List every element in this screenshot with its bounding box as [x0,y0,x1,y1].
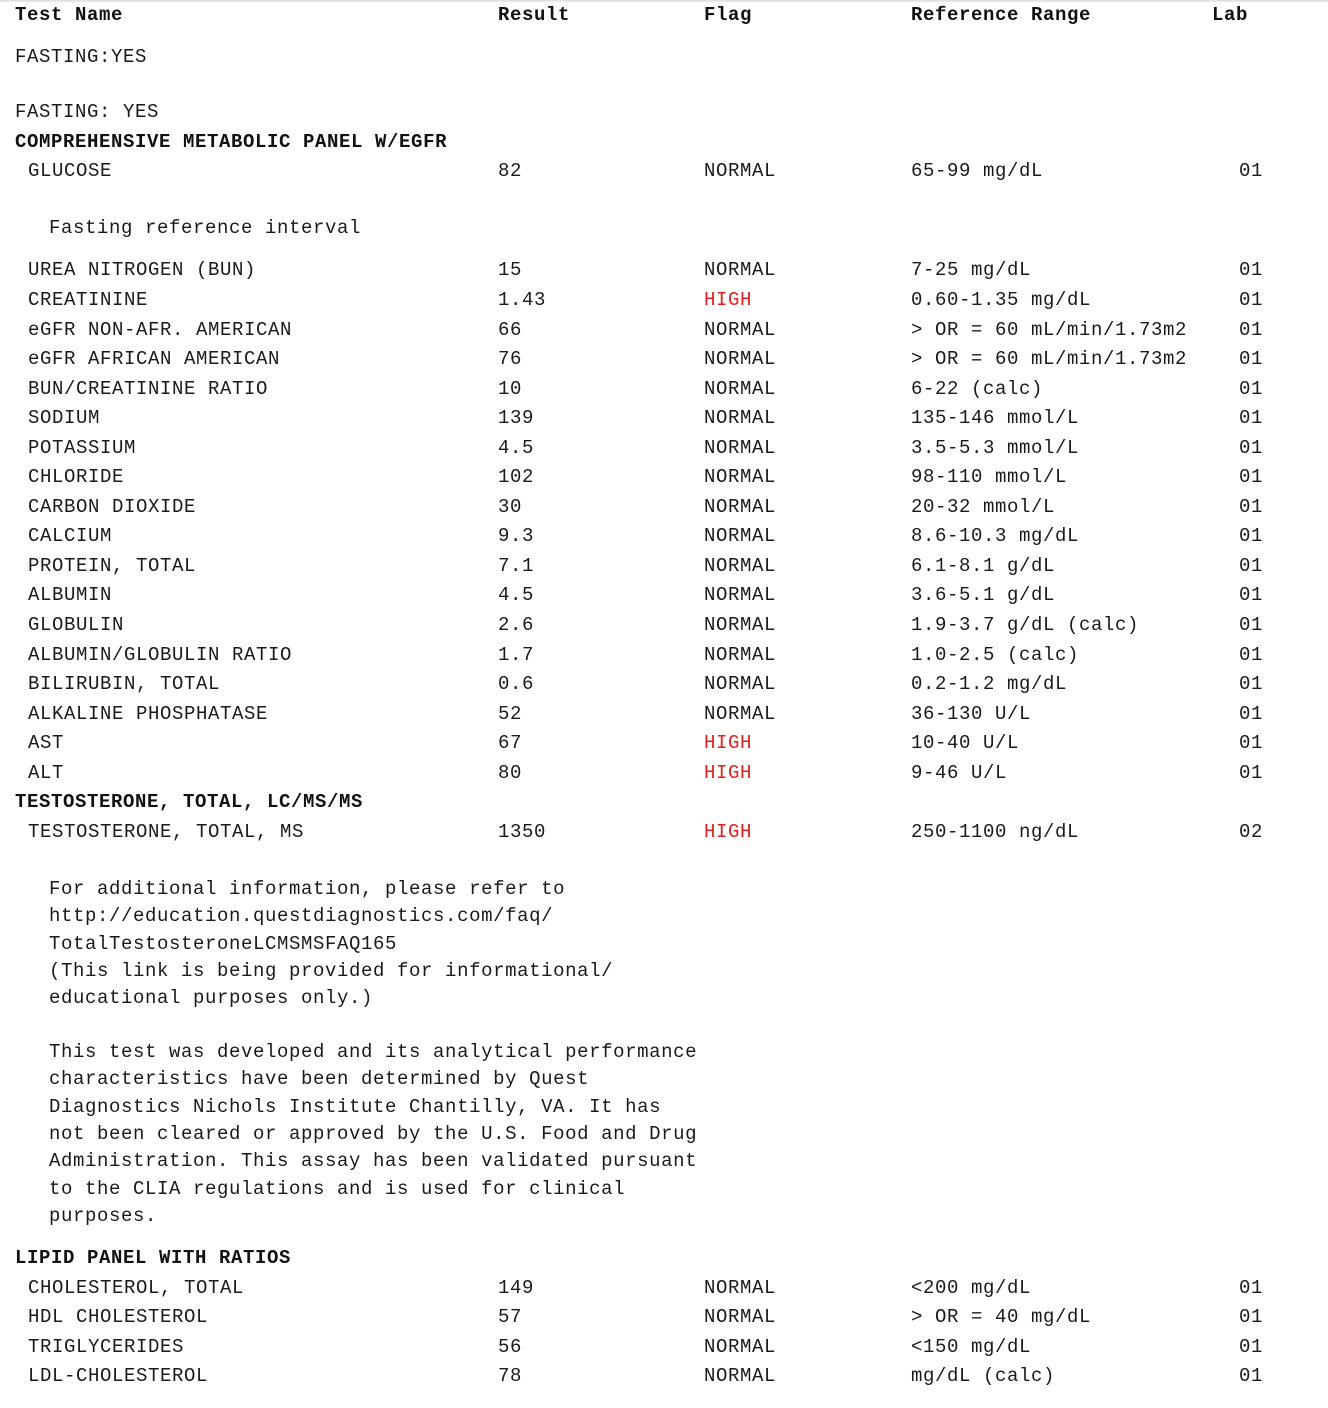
test-reference-range: 98-110 mmol/L [911,466,1068,488]
test-result: 4.5 [498,437,535,459]
note-line [0,878,1328,904]
table-row [0,1365,1328,1391]
note-text: Fasting reference interval [49,217,362,239]
note-text: educational purposes only.) [49,987,374,1010]
test-name: CARBON DIOXIDE [28,496,197,518]
test-flag: NORMAL [704,1336,777,1358]
table-row [0,555,1328,581]
test-lab: 01 [1239,1336,1264,1358]
test-reference-range: 1.0-2.5 (calc) [911,644,1080,666]
test-name: eGFR NON-AFR. AMERICAN [28,319,293,341]
test-name: GLUCOSE [28,160,113,182]
test-reference-range: 9-46 U/L [911,762,1008,784]
test-lab: 01 [1239,1277,1264,1299]
test-flag: NORMAL [704,1365,777,1387]
table-row [0,762,1328,788]
test-flag: NORMAL [704,160,777,182]
table-row [0,348,1328,374]
test-lab: 01 [1239,437,1264,459]
table-row [0,160,1328,186]
test-name: AST [28,732,65,754]
test-flag: NORMAL [704,259,777,281]
test-lab: 01 [1239,673,1264,695]
test-result: 80 [498,762,523,784]
note-text: This test was developed and its analytical performance [49,1041,698,1063]
test-reference-range: 3.6-5.1 g/dL [911,584,1056,606]
test-name: eGFR AFRICAN AMERICAN [28,348,281,370]
note-line [0,960,1328,986]
test-lab: 01 [1239,496,1264,518]
test-lab: 01 [1239,407,1264,429]
test-flag: NORMAL [704,496,777,518]
test-result: 15 [498,259,523,281]
table-row [0,703,1328,729]
test-result: 0.6 [498,673,535,695]
test-reference-range: 6-22 (calc) [911,378,1044,400]
test-flag: NORMAL [704,319,777,341]
table-row [0,378,1328,404]
test-name: ALKALINE PHOSPHATASE [28,703,269,725]
fasting-line-2 [0,101,1328,127]
test-lab: 01 [1239,703,1264,725]
test-reference-range: 10-40 U/L [911,732,1020,754]
test-lab: 01 [1239,259,1264,281]
test-flag: NORMAL [704,644,777,666]
test-name: ALBUMIN/GLOBULIN RATIO [28,644,293,666]
table-row [0,1306,1328,1332]
test-reference-range: > OR = 60 mL/min/1.73m2 [911,319,1188,341]
table-row [0,319,1328,345]
test-reference-range: mg/dL (calc) [911,1365,1056,1387]
test-result: 52 [498,703,523,725]
test-flag: NORMAL [704,1306,777,1328]
test-result: 56 [498,1336,523,1358]
test-result: 149 [498,1277,535,1299]
test-result: 102 [498,466,535,488]
test-name: CALCIUM [28,525,113,547]
test-lab: 01 [1239,160,1264,182]
test-name: POTASSIUM [28,437,137,459]
test-name: HDL CHOLESTEROL [28,1306,209,1328]
test-name: ALT [28,762,65,784]
test-lab: 01 [1239,348,1264,370]
header-test-name: Test Name [15,4,124,26]
note-line [0,1096,1328,1122]
test-reference-range: 3.5-5.3 mmol/L [911,437,1080,459]
section-title-cmp [0,131,1328,157]
note-line [0,933,1328,959]
test-flag: HIGH [704,289,753,311]
test-result: 30 [498,496,523,518]
test-lab: 01 [1239,378,1264,400]
test-reference-range: 8.6-10.3 mg/dL [911,525,1080,547]
test-name: TRIGLYCERIDES [28,1336,185,1358]
table-row [0,525,1328,551]
note-text: For additional information, please refer to [49,878,566,900]
note-text: purposes. [49,1204,158,1227]
note-line [0,1068,1328,1094]
fasting-text: FASTING: YES [15,101,160,123]
test-result: 139 [498,407,535,429]
test-flag: HIGH [704,762,753,784]
table-row [0,644,1328,670]
test-lab: 01 [1239,525,1264,547]
test-lab: 01 [1239,732,1264,754]
note-text: characteristics have been determined by Quest [49,1068,590,1091]
test-reference-range: 0.60-1.35 mg/dL [911,289,1092,311]
test-lab: 01 [1239,466,1264,488]
note-text: TotalTestosteroneLCMSMSFAQ165 [49,932,398,955]
test-name: BUN/CREATININE RATIO [28,378,269,400]
table-row [0,407,1328,433]
test-reference-range: 65-99 mg/dL [911,160,1044,182]
note-line [0,1205,1328,1231]
section-title-testosterone [0,791,1328,817]
test-name: UREA NITROGEN (BUN) [28,259,257,281]
test-name: GLOBULIN [28,614,125,636]
table-row [0,732,1328,758]
test-lab: 01 [1239,1306,1264,1328]
test-reference-range: > OR = 60 mL/min/1.73m2 [911,348,1188,370]
table-row [0,1336,1328,1362]
header-flag: Flag [704,4,753,26]
test-flag: NORMAL [704,525,777,547]
note-text: Diagnostics Nichols Institute Chantilly, VA. It has [49,1095,662,1118]
note-text: not been cleared or approved by the U.S. Food and Drug [49,1122,698,1145]
test-flag: HIGH [704,732,753,754]
test-result: 4.5 [498,584,535,606]
table-header [0,4,1328,30]
note-line [0,905,1328,931]
test-result: 9.3 [498,525,535,547]
test-name: LDL-CHOLESTEROL [28,1365,209,1387]
section-title: LIPID PANEL WITH RATIOS [15,1247,292,1269]
table-row [0,496,1328,522]
table-row [0,614,1328,640]
test-result: 1.7 [498,644,535,666]
test-name: TESTOSTERONE, TOTAL, MS [28,821,305,843]
test-reference-range: 36-130 U/L [911,703,1032,725]
test-flag: NORMAL [704,348,777,370]
table-row [0,289,1328,315]
header-lab: Lab [1212,4,1249,26]
test-flag: NORMAL [704,378,777,400]
test-reference-range: 20-32 mmol/L [911,496,1056,518]
test-result: 78 [498,1365,523,1387]
fasting-line-1 [0,46,1328,72]
glucose-note [0,217,1328,243]
test-reference-range: 135-146 mmol/L [911,407,1080,429]
test-lab: 01 [1239,319,1264,341]
table-row [0,259,1328,285]
test-reference-range: 6.1-8.1 g/dL [911,555,1056,577]
note-line [0,1041,1328,1067]
test-reference-range: > OR = 40 mg/dL [911,1306,1092,1328]
test-lab: 01 [1239,289,1264,311]
test-result: 66 [498,319,523,341]
test-flag: HIGH [704,821,753,843]
test-flag: NORMAL [704,407,777,429]
table-row [0,673,1328,699]
table-row [0,466,1328,492]
test-result: 1.43 [498,289,547,311]
test-flag: NORMAL [704,466,777,488]
test-lab: 01 [1239,584,1264,606]
top-divider [0,0,1328,3]
header-result: Result [498,4,571,26]
test-reference-range: <200 mg/dL [911,1277,1032,1299]
test-name: SODIUM [28,407,101,429]
test-result: 7.1 [498,555,535,577]
test-reference-range: 1.9-3.7 g/dL (calc) [911,614,1140,636]
table-row [0,1277,1328,1303]
note-line [0,987,1328,1013]
test-flag: NORMAL [704,673,777,695]
note-line [0,1178,1328,1204]
table-row [0,584,1328,610]
section-title: COMPREHENSIVE METABOLIC PANEL W/EGFR [15,131,448,153]
table-row [0,821,1328,847]
note-text: (This link is being provided for informational/ [49,959,614,982]
test-reference-range: 0.2-1.2 mg/dL [911,673,1068,695]
test-result: 1350 [498,821,547,843]
test-result: 10 [498,378,523,400]
note-line [0,1123,1328,1149]
test-lab: 02 [1239,821,1264,843]
test-reference-range: 250-1100 ng/dL [911,821,1080,843]
test-name: CHOLESTEROL, TOTAL [28,1277,245,1299]
test-lab: 01 [1239,762,1264,784]
section-title: TESTOSTERONE, TOTAL, LC/MS/MS [15,791,364,813]
test-flag: NORMAL [704,703,777,725]
note-text: to the CLIA regulations and is used for clinical [49,1177,626,1200]
test-lab: 01 [1239,1365,1264,1387]
test-flag: NORMAL [704,437,777,459]
test-flag: NORMAL [704,1277,777,1299]
test-flag: NORMAL [704,614,777,636]
section-title-lipid [0,1247,1328,1273]
header-reference-range: Reference Range [911,4,1092,26]
note-text: http://education.questdiagnostics.com/faq/ [49,905,554,928]
table-row [0,437,1328,463]
test-lab: 01 [1239,614,1264,636]
test-result: 82 [498,160,523,182]
test-result: 76 [498,348,523,370]
test-result: 2.6 [498,614,535,636]
test-flag: NORMAL [704,555,777,577]
test-name: PROTEIN, TOTAL [28,555,197,577]
test-result: 67 [498,732,523,754]
test-lab: 01 [1239,644,1264,666]
test-name: BILIRUBIN, TOTAL [28,673,221,695]
test-name: CHLORIDE [28,466,125,488]
test-reference-range: 7-25 mg/dL [911,259,1032,281]
note-text: Administration. This assay has been validated pursuant [49,1150,698,1173]
test-name: ALBUMIN [28,584,113,606]
test-flag: NORMAL [704,584,777,606]
test-result: 57 [498,1306,523,1328]
note-line [0,1150,1328,1176]
fasting-text: FASTING:YES [15,46,148,68]
test-lab: 01 [1239,555,1264,577]
test-reference-range: <150 mg/dL [911,1336,1032,1358]
test-name: CREATININE [28,289,149,311]
